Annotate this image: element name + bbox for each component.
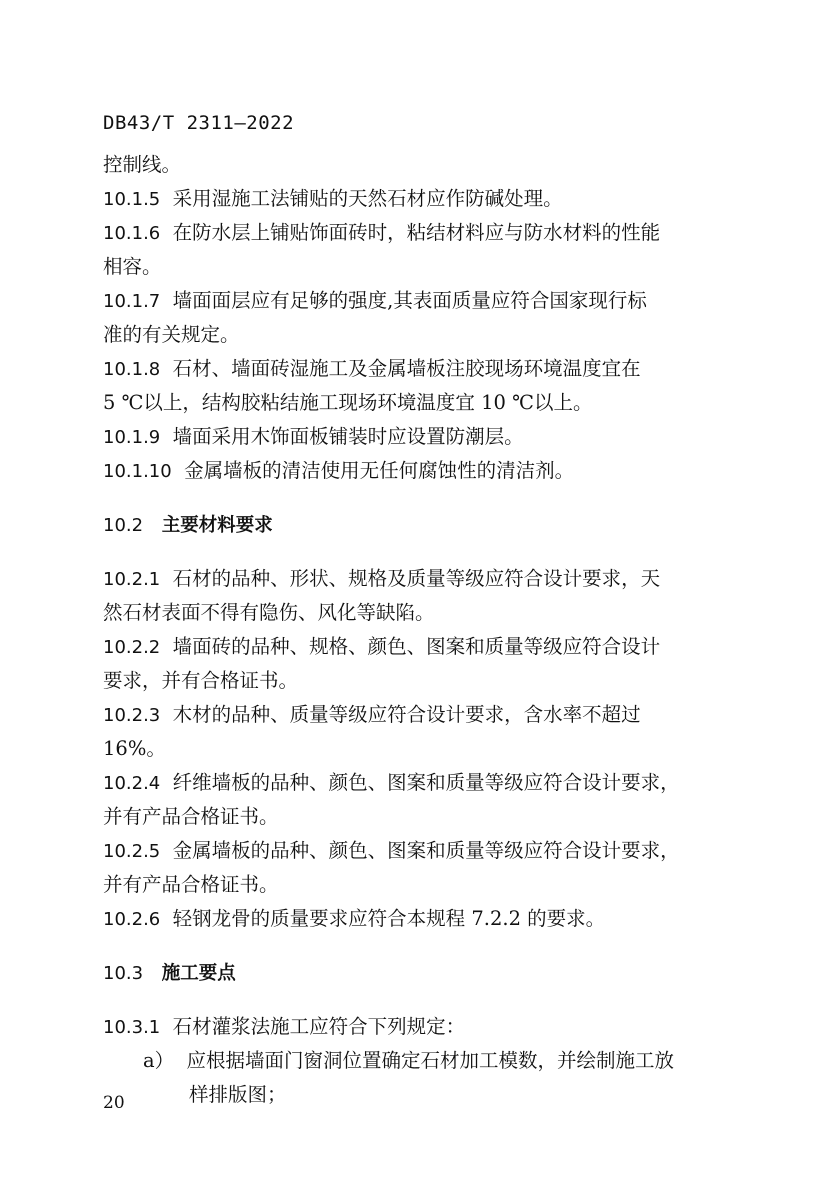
list-item-a xyxy=(103,1044,725,1078)
section-title: 施工要点 xyxy=(161,963,236,984)
continuation-line: 控制线。 xyxy=(103,153,182,176)
clause-10-1-6 xyxy=(103,216,725,250)
clause-number: 10.1.5 xyxy=(103,189,161,210)
page-number: 20 xyxy=(103,1093,125,1113)
clause-number: 10.3.1 xyxy=(103,1017,161,1038)
clause-number: 10.2.6 xyxy=(103,909,161,930)
clause-text: 在防水层上铺贴饰面砖时，粘结材料应与防水材料的性能 xyxy=(172,221,661,244)
clause-text: 纤维墙板的品种、颜色、图案和质量等级应符合设计要求， xyxy=(172,771,680,794)
clause-10-1-10 xyxy=(103,454,725,488)
list-item-a-cont: 样排版图； xyxy=(189,1083,287,1106)
clause-10-2-6 xyxy=(103,902,725,936)
clause-10-1-7-cont: 准的有关规定。 xyxy=(103,323,240,346)
clause-text: 墙面采用木饰面板铺装时应设置防潮层。 xyxy=(172,425,524,448)
clause-10-1-8-cont: 5 ℃以上，结构胶粘结施工现场环境温度宜 10 ℃以上。 xyxy=(103,391,593,414)
clause-10-2-4 xyxy=(103,766,725,800)
clause-text: 石材的品种、形状、规格及质量等级应符合设计要求，天 xyxy=(172,567,661,590)
section-title: 主要材料要求 xyxy=(161,515,273,536)
clause-number: 10.2.3 xyxy=(103,705,161,726)
list-item-text: 应根据墙面门窗洞位置确定石材加工模数，并绘制施工放 xyxy=(186,1049,675,1072)
document-body xyxy=(103,148,725,1112)
clause-10-1-6-cont: 相容。 xyxy=(103,255,162,278)
section-number: 10.2 xyxy=(103,515,144,536)
section-10-2-heading xyxy=(103,508,725,542)
clause-10-3-1 xyxy=(103,1010,725,1044)
clause-text: 墙面砖的品种、规格、颜色、图案和质量等级应符合设计 xyxy=(172,635,661,658)
clause-text: 墙面面层应有足够的强度,其表面质量应符合国家现行标 xyxy=(172,289,647,312)
clause-10-2-2-cont: 要求，并有合格证书。 xyxy=(103,669,299,692)
clause-number: 10.1.7 xyxy=(103,291,161,312)
list-item-label: a） xyxy=(143,1049,175,1072)
clause-text: 轻钢龙骨的质量要求应符合本规程 7.2.2 的要求。 xyxy=(172,907,606,930)
clause-text: 金属墙板的品种、颜色、图案和质量等级应符合设计要求， xyxy=(172,839,680,862)
clause-number: 10.1.10 xyxy=(103,461,172,482)
clause-text: 金属墙板的清洁使用无任何腐蚀性的清洁剂。 xyxy=(184,459,575,482)
clause-text: 采用湿施工法铺贴的天然石材应作防碱处理。 xyxy=(172,187,563,210)
clause-10-2-1 xyxy=(103,562,725,596)
clause-number: 10.1.8 xyxy=(103,359,161,380)
clause-10-1-8 xyxy=(103,352,725,386)
clause-number: 10.2.2 xyxy=(103,637,161,658)
clause-text: 石材灌浆法施工应符合下列规定： xyxy=(172,1015,466,1038)
clause-10-1-7 xyxy=(103,284,725,318)
clause-10-2-4-cont: 并有产品合格证书。 xyxy=(103,805,279,828)
section-10-3-heading xyxy=(103,956,725,990)
clause-10-1-5 xyxy=(103,182,725,216)
clause-10-2-5-cont: 并有产品合格证书。 xyxy=(103,873,279,896)
clause-number: 10.1.9 xyxy=(103,427,161,448)
clause-10-2-3 xyxy=(103,698,725,732)
clause-number: 10.2.1 xyxy=(103,569,161,590)
clause-10-2-2 xyxy=(103,630,725,664)
clause-number: 10.2.5 xyxy=(103,841,161,862)
clause-10-2-5 xyxy=(103,834,725,868)
clause-number: 10.2.4 xyxy=(103,773,161,794)
clause-text: 木材的品种、质量等级应符合设计要求，含水率不超过 xyxy=(172,703,641,726)
clause-10-1-9 xyxy=(103,420,725,454)
document-number: DB43/T 2311—2022 xyxy=(103,112,295,134)
clause-10-2-1-cont: 然石材表面不得有隐伤、风化等缺陷。 xyxy=(103,601,435,624)
clause-10-2-3-cont: 16%。 xyxy=(103,737,166,760)
clause-number: 10.1.6 xyxy=(103,223,161,244)
clause-text: 石材、墙面砖湿施工及金属墙板注胶现场环境温度宜在 xyxy=(172,357,641,380)
section-number: 10.3 xyxy=(103,963,144,984)
